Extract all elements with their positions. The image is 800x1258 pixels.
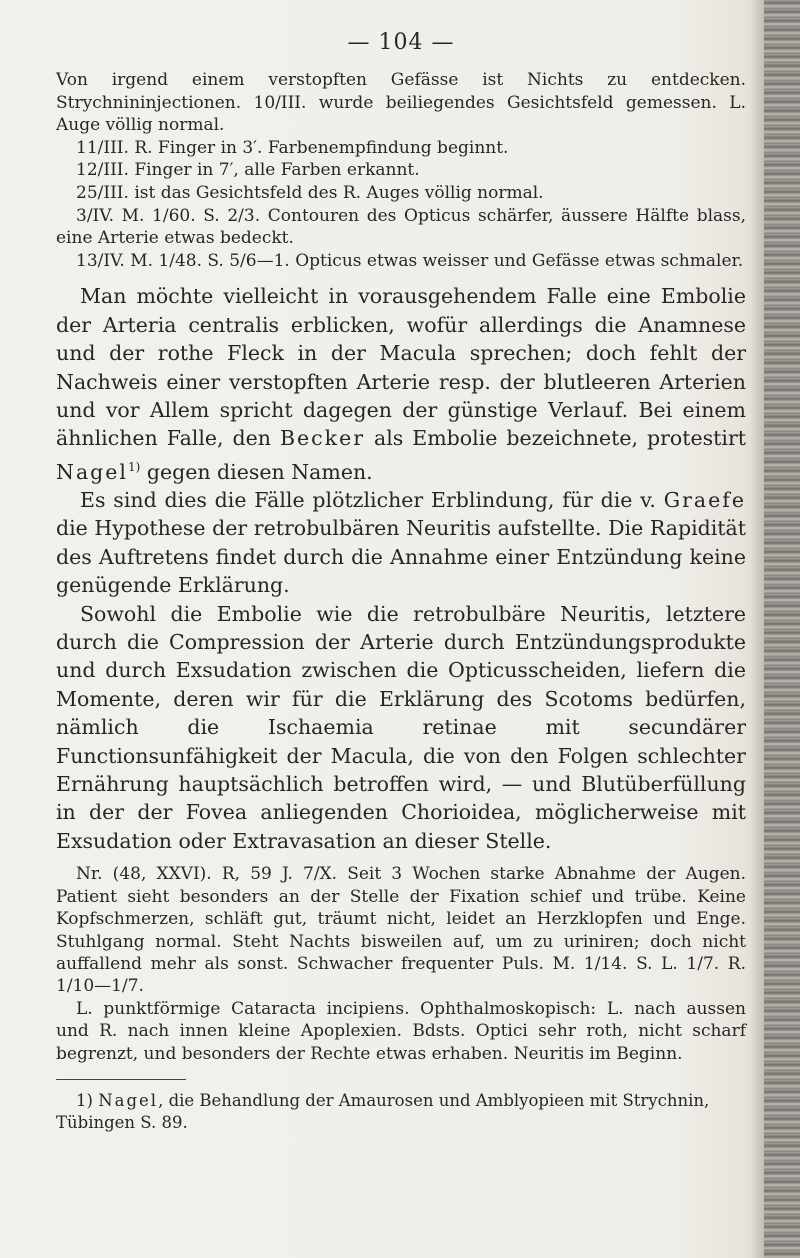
book-spine-edge (764, 0, 800, 1258)
footnote-divider (56, 1079, 186, 1080)
case-note-line: 3/IV. M. 1/60. S. 2/3. Contouren des Opticus schärfer, äussere Hälfte blass, eine Arterie etwas bedeckt. (56, 205, 746, 249)
case-paragraph: Nr. (48, XXVI). R, 59 J. 7/X. Seit 3 Wochen starke Abnahme der Augen. Patient sieht besonders an der Stelle der Fixation schief und trübe. Keine Kopfschmerzen, schläft gut, träumt nicht, leidet an Herzklopfen und Enge. Stuhlgang normal. Steht Nachts bisweilen auf, um zu uriniren; doch nicht auffallend mehr als sonst. Schwacher frequenter Puls. M. 1/14. S. L. 1/7. R. 1/10—1/7. (56, 864, 746, 997)
body-paragraph: Es sind dies die Fälle plötzlicher Erblindung, für die v. Graefe die Hypothese der retrobulbären Neuritis aufstellte. Die Rapidität des Auftretens findet durch die Annahme einer Entzündung keine genügende Erklärung. (56, 488, 746, 598)
author-name-graefe: Graefe (663, 488, 746, 513)
page-number: — 104 — (347, 30, 455, 55)
body-paragraph: Man möchte vielleicht in vorausgehendem Falle eine Embolie der Arteria centralis erblicken, wofür allerdings die Anamnese und der rothe Fleck in der Macula sprechen; doch fehlt der Nachweis einer verstopften Arterie resp. der blutleeren Arterien und vor Allem spricht dagegen der günstige Verlauf. Bei einem ähnlichen Falle, den Becker als Embolie bezeichnete, protestirt Nagel$^{1)}$ gegen diesen Namen. (56, 284, 746, 484)
author-name-becker: Becker (279, 426, 366, 451)
case-note-line: 25/III. ist das Gesichtsfeld des R. Auges völlig normal. (76, 182, 544, 203)
binding-shadow (750, 0, 764, 1258)
case-paragraph: L. punktförmige Cataracta incipiens. Ophthalmoskopisch: L. nach aussen und R. nach innen kleine Apoplexien. Bdsts. Optici sehr roth, nicht scharf begrenzt, und besonders der Rechte etwas erhaben. Neuritis im Beginn. (56, 998, 746, 1064)
case-notes (56, 69, 746, 272)
case-note-line: 13/IV. M. 1/48. S. 5/6—1. Opticus etwas weisser und Gefässe etwas schmaler. (76, 250, 744, 271)
footnote-author: Nagel (98, 1090, 159, 1110)
case-note-line: 12/III. Finger in 7′, alle Farben erkannt. (76, 160, 420, 181)
body-paragraph: Sowohl die Embolie wie die retrobulbäre Neuritis, letztere durch die Compression der Arterie durch Entzündungsprodukte und durch Exsudation zwischen die Opticusscheiden, liefern die Momente, deren wir für die Erklärung des Scotoms bedürfen, nämlich die Ischaemia retinae mit secundärer Functionsunfähigkeit der Macula, die von den Folgen schlechter Ernährung hauptsächlich betroffen wird, — und Blutüberfüllung in der der Fovea anliegenden Chorioidea, möglicherweise mit Exsudation oder Extravasation an dieser Stelle. (56, 601, 746, 853)
footnote-marker: 1) (76, 1090, 93, 1110)
case-note-paragraph: Von irgend einem verstopften Gefässe ist Nichts zu entdecken. Strychnininjectionen. 10/III. wurde beiliegendes Gesichtsfeld gemessen. L. Auge völlig normal. (56, 70, 746, 136)
case-note-line: 11/III. R. Finger in 3′. Farbenempfindung beginnt. (76, 137, 509, 158)
author-name-nagel: Nagel (56, 459, 128, 484)
page-content (56, 30, 746, 1134)
footnote-text: , die Behandlung der Amaurosen und Amblyopieen mit Strychnin, Tübingen S. 89. (56, 1090, 710, 1132)
footnote-reference: 1) (127, 459, 141, 474)
case-report-48 (56, 863, 746, 1065)
main-text (56, 282, 746, 855)
footnote (56, 1090, 746, 1134)
